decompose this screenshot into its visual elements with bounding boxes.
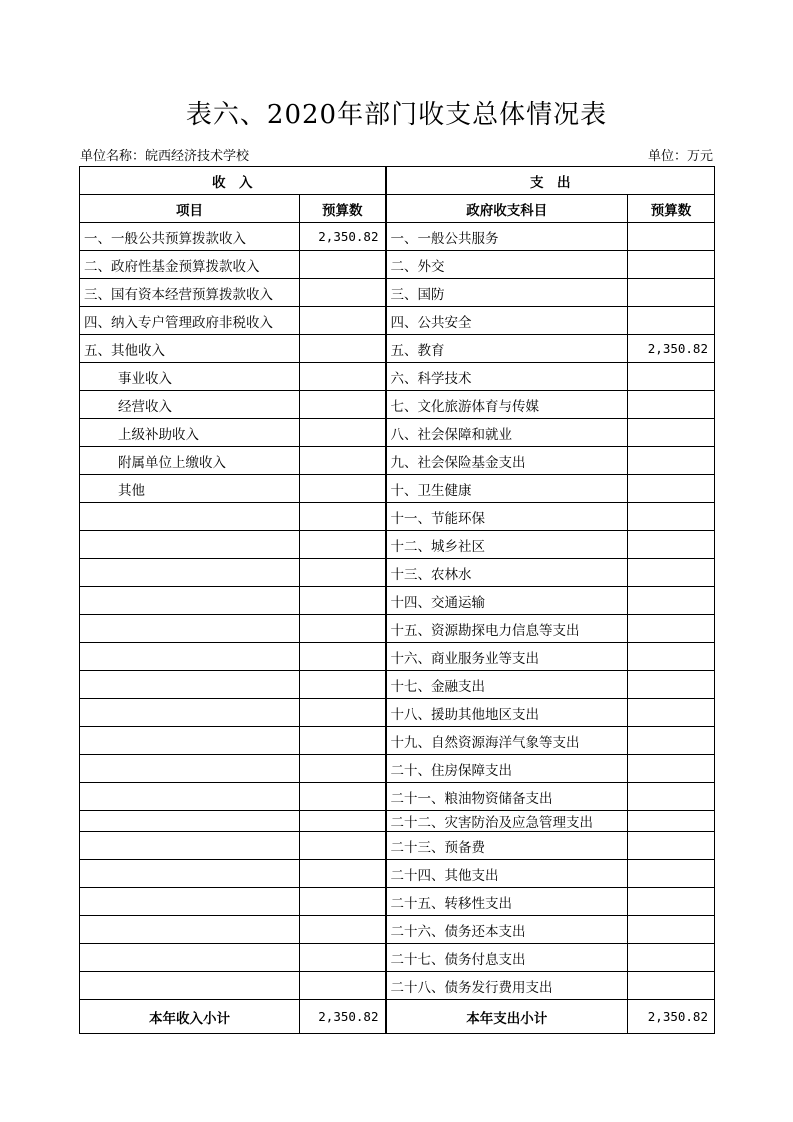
income-section-header: 收 入 [80, 167, 386, 195]
expense-cell: 十九、自然资源海洋气象等支出 [386, 727, 628, 755]
expense-value-cell [628, 587, 715, 615]
expense-cell: 二十四、其他支出 [386, 860, 628, 888]
expense-value-cell [628, 251, 715, 279]
income-cell [80, 832, 300, 860]
expense-cell: 六、科学技术 [386, 363, 628, 391]
income-cell: 五、其他收入 [80, 335, 300, 363]
expense-cell: 一、一般公共服务 [386, 223, 628, 251]
income-total-value: 2,350.82 [300, 1000, 386, 1034]
income-value-cell [300, 755, 386, 783]
expense-cell: 四、公共安全 [386, 307, 628, 335]
unit-label: 单位：万元 [647, 149, 713, 164]
expense-cell: 九、社会保险基金支出 [386, 447, 628, 475]
table-row [80, 363, 715, 391]
income-value-cell [300, 643, 386, 671]
table-row [80, 475, 715, 503]
table-row [80, 279, 715, 307]
expense-value-cell [628, 559, 715, 587]
expense-value-cell [628, 699, 715, 727]
income-cell [80, 944, 300, 972]
income-cell [80, 559, 300, 587]
income-value-cell [300, 447, 386, 475]
income-cell [80, 699, 300, 727]
expense-value-cell [628, 643, 715, 671]
income-value-cell [300, 559, 386, 587]
income-value-cell: 2,350.82 [300, 223, 386, 251]
table-row [80, 419, 715, 447]
income-value-cell [300, 391, 386, 419]
income-cell: 一、一般公共预算拨款收入 [80, 223, 300, 251]
budget-table [79, 166, 715, 1034]
expense-total-label: 本年支出小计 [386, 1000, 628, 1034]
expense-cell: 十三、农林水 [386, 559, 628, 587]
expense-value-cell [628, 916, 715, 944]
income-cell [80, 531, 300, 559]
expense-value-cell: 2,350.82 [628, 335, 715, 363]
subject-column-header: 政府收支科目 [386, 195, 628, 223]
income-value-cell [300, 888, 386, 916]
table-row [80, 888, 715, 916]
expense-cell: 十一、节能环保 [386, 503, 628, 531]
totals-row [80, 1000, 715, 1034]
table-row [80, 972, 715, 1000]
page-title: 表六、2020年部门收支总体情况表 [185, 100, 608, 130]
income-value-cell [300, 503, 386, 531]
expense-value-cell [628, 279, 715, 307]
income-cell [80, 671, 300, 699]
income-value-cell [300, 783, 386, 811]
expense-value-cell [628, 832, 715, 860]
table-row [80, 944, 715, 972]
table-row [80, 755, 715, 783]
expense-value-cell [628, 363, 715, 391]
income-cell: 三、国有资本经营预算拨款收入 [80, 279, 300, 307]
income-value-cell [300, 335, 386, 363]
unit-name-label: 单位名称：皖西经济技术学校 [80, 149, 250, 164]
table-row [80, 223, 715, 251]
section-header-row [80, 167, 715, 195]
table-row [80, 503, 715, 531]
expense-value-cell [628, 783, 715, 811]
expense-cell: 五、教育 [386, 335, 628, 363]
table-row [80, 391, 715, 419]
expense-cell: 十四、交通运输 [386, 587, 628, 615]
income-cell [80, 587, 300, 615]
income-value-cell [300, 727, 386, 755]
expense-cell: 十六、商业服务业等支出 [386, 643, 628, 671]
income-cell [80, 503, 300, 531]
expense-cell: 七、文化旅游体育与传媒 [386, 391, 628, 419]
table-row [80, 860, 715, 888]
expense-cell: 二十二、灾害防治及应急管理支出 [386, 811, 628, 832]
expense-value-cell [628, 307, 715, 335]
income-cell [80, 972, 300, 1000]
table-row [80, 727, 715, 755]
income-value-cell [300, 587, 386, 615]
table-row [80, 307, 715, 335]
income-cell: 其他 [80, 475, 300, 503]
expense-value-cell [628, 944, 715, 972]
table-row [80, 559, 715, 587]
expense-section-header: 支 出 [386, 167, 715, 195]
income-cell [80, 727, 300, 755]
expense-value-cell [628, 671, 715, 699]
table-row [80, 587, 715, 615]
expense-value-cell [628, 811, 715, 832]
expense-value-cell [628, 727, 715, 755]
income-value-cell [300, 811, 386, 832]
expense-cell: 三、国防 [386, 279, 628, 307]
table-row [80, 335, 715, 363]
expense-cell: 十、卫生健康 [386, 475, 628, 503]
expense-total-value: 2,350.82 [628, 1000, 715, 1034]
expense-cell: 二、外交 [386, 251, 628, 279]
expense-cell: 二十五、转移性支出 [386, 888, 628, 916]
table-row [80, 251, 715, 279]
income-value-cell [300, 307, 386, 335]
expense-value-cell [628, 475, 715, 503]
income-value-cell [300, 615, 386, 643]
income-value-cell [300, 972, 386, 1000]
expense-cell: 十七、金融支出 [386, 671, 628, 699]
expense-cell: 二十六、债务还本支出 [386, 916, 628, 944]
income-cell [80, 615, 300, 643]
table-row [80, 811, 715, 832]
expense-cell: 二十三、预备费 [386, 832, 628, 860]
expense-cell: 十五、资源勘探电力信息等支出 [386, 615, 628, 643]
expense-value-cell [628, 615, 715, 643]
income-cell: 事业收入 [80, 363, 300, 391]
income-value-cell [300, 671, 386, 699]
income-value-cell [300, 944, 386, 972]
expense-cell: 二十一、粮油物资储备支出 [386, 783, 628, 811]
table-row [80, 643, 715, 671]
table-row [80, 671, 715, 699]
income-cell: 经营收入 [80, 391, 300, 419]
table-row [80, 699, 715, 727]
expense-cell: 十二、城乡社区 [386, 531, 628, 559]
income-cell [80, 783, 300, 811]
income-cell [80, 888, 300, 916]
income-cell: 四、纳入专户管理政府非税收入 [80, 307, 300, 335]
item-column-header: 项目 [80, 195, 300, 223]
income-cell [80, 811, 300, 832]
income-value-cell [300, 699, 386, 727]
income-value-cell [300, 279, 386, 307]
income-value-cell [300, 832, 386, 860]
income-cell: 附属单位上缴收入 [80, 447, 300, 475]
income-value-cell [300, 916, 386, 944]
income-value-cell [300, 860, 386, 888]
expense-value-cell [628, 447, 715, 475]
expense-value-cell [628, 391, 715, 419]
table-row [80, 447, 715, 475]
table-row [80, 531, 715, 559]
expense-cell: 二十、住房保障支出 [386, 755, 628, 783]
expense-value-cell [628, 860, 715, 888]
expense-cell: 二十八、债务发行费用支出 [386, 972, 628, 1000]
expense-cell: 八、社会保障和就业 [386, 419, 628, 447]
budget-column-header: 预算数 [300, 195, 386, 223]
income-cell [80, 860, 300, 888]
income-cell: 二、政府性基金预算拨款收入 [80, 251, 300, 279]
income-value-cell [300, 531, 386, 559]
income-cell [80, 755, 300, 783]
expense-value-cell [628, 888, 715, 916]
income-cell [80, 643, 300, 671]
expense-cell: 二十七、债务付息支出 [386, 944, 628, 972]
income-value-cell [300, 475, 386, 503]
income-value-cell [300, 419, 386, 447]
income-value-cell [300, 363, 386, 391]
income-cell [80, 916, 300, 944]
expense-value-cell [628, 223, 715, 251]
table-row [80, 916, 715, 944]
expense-value-cell [628, 419, 715, 447]
budget2-column-header: 预算数 [628, 195, 715, 223]
expense-value-cell [628, 972, 715, 1000]
expense-value-cell [628, 503, 715, 531]
income-value-cell [300, 251, 386, 279]
expense-cell: 十八、援助其他地区支出 [386, 699, 628, 727]
expense-value-cell [628, 755, 715, 783]
income-total-label: 本年收入小计 [80, 1000, 300, 1034]
expense-value-cell [628, 531, 715, 559]
income-cell: 上级补助收入 [80, 419, 300, 447]
table-row [80, 615, 715, 643]
column-header-row [80, 195, 715, 223]
table-row [80, 783, 715, 811]
table-row [80, 832, 715, 860]
